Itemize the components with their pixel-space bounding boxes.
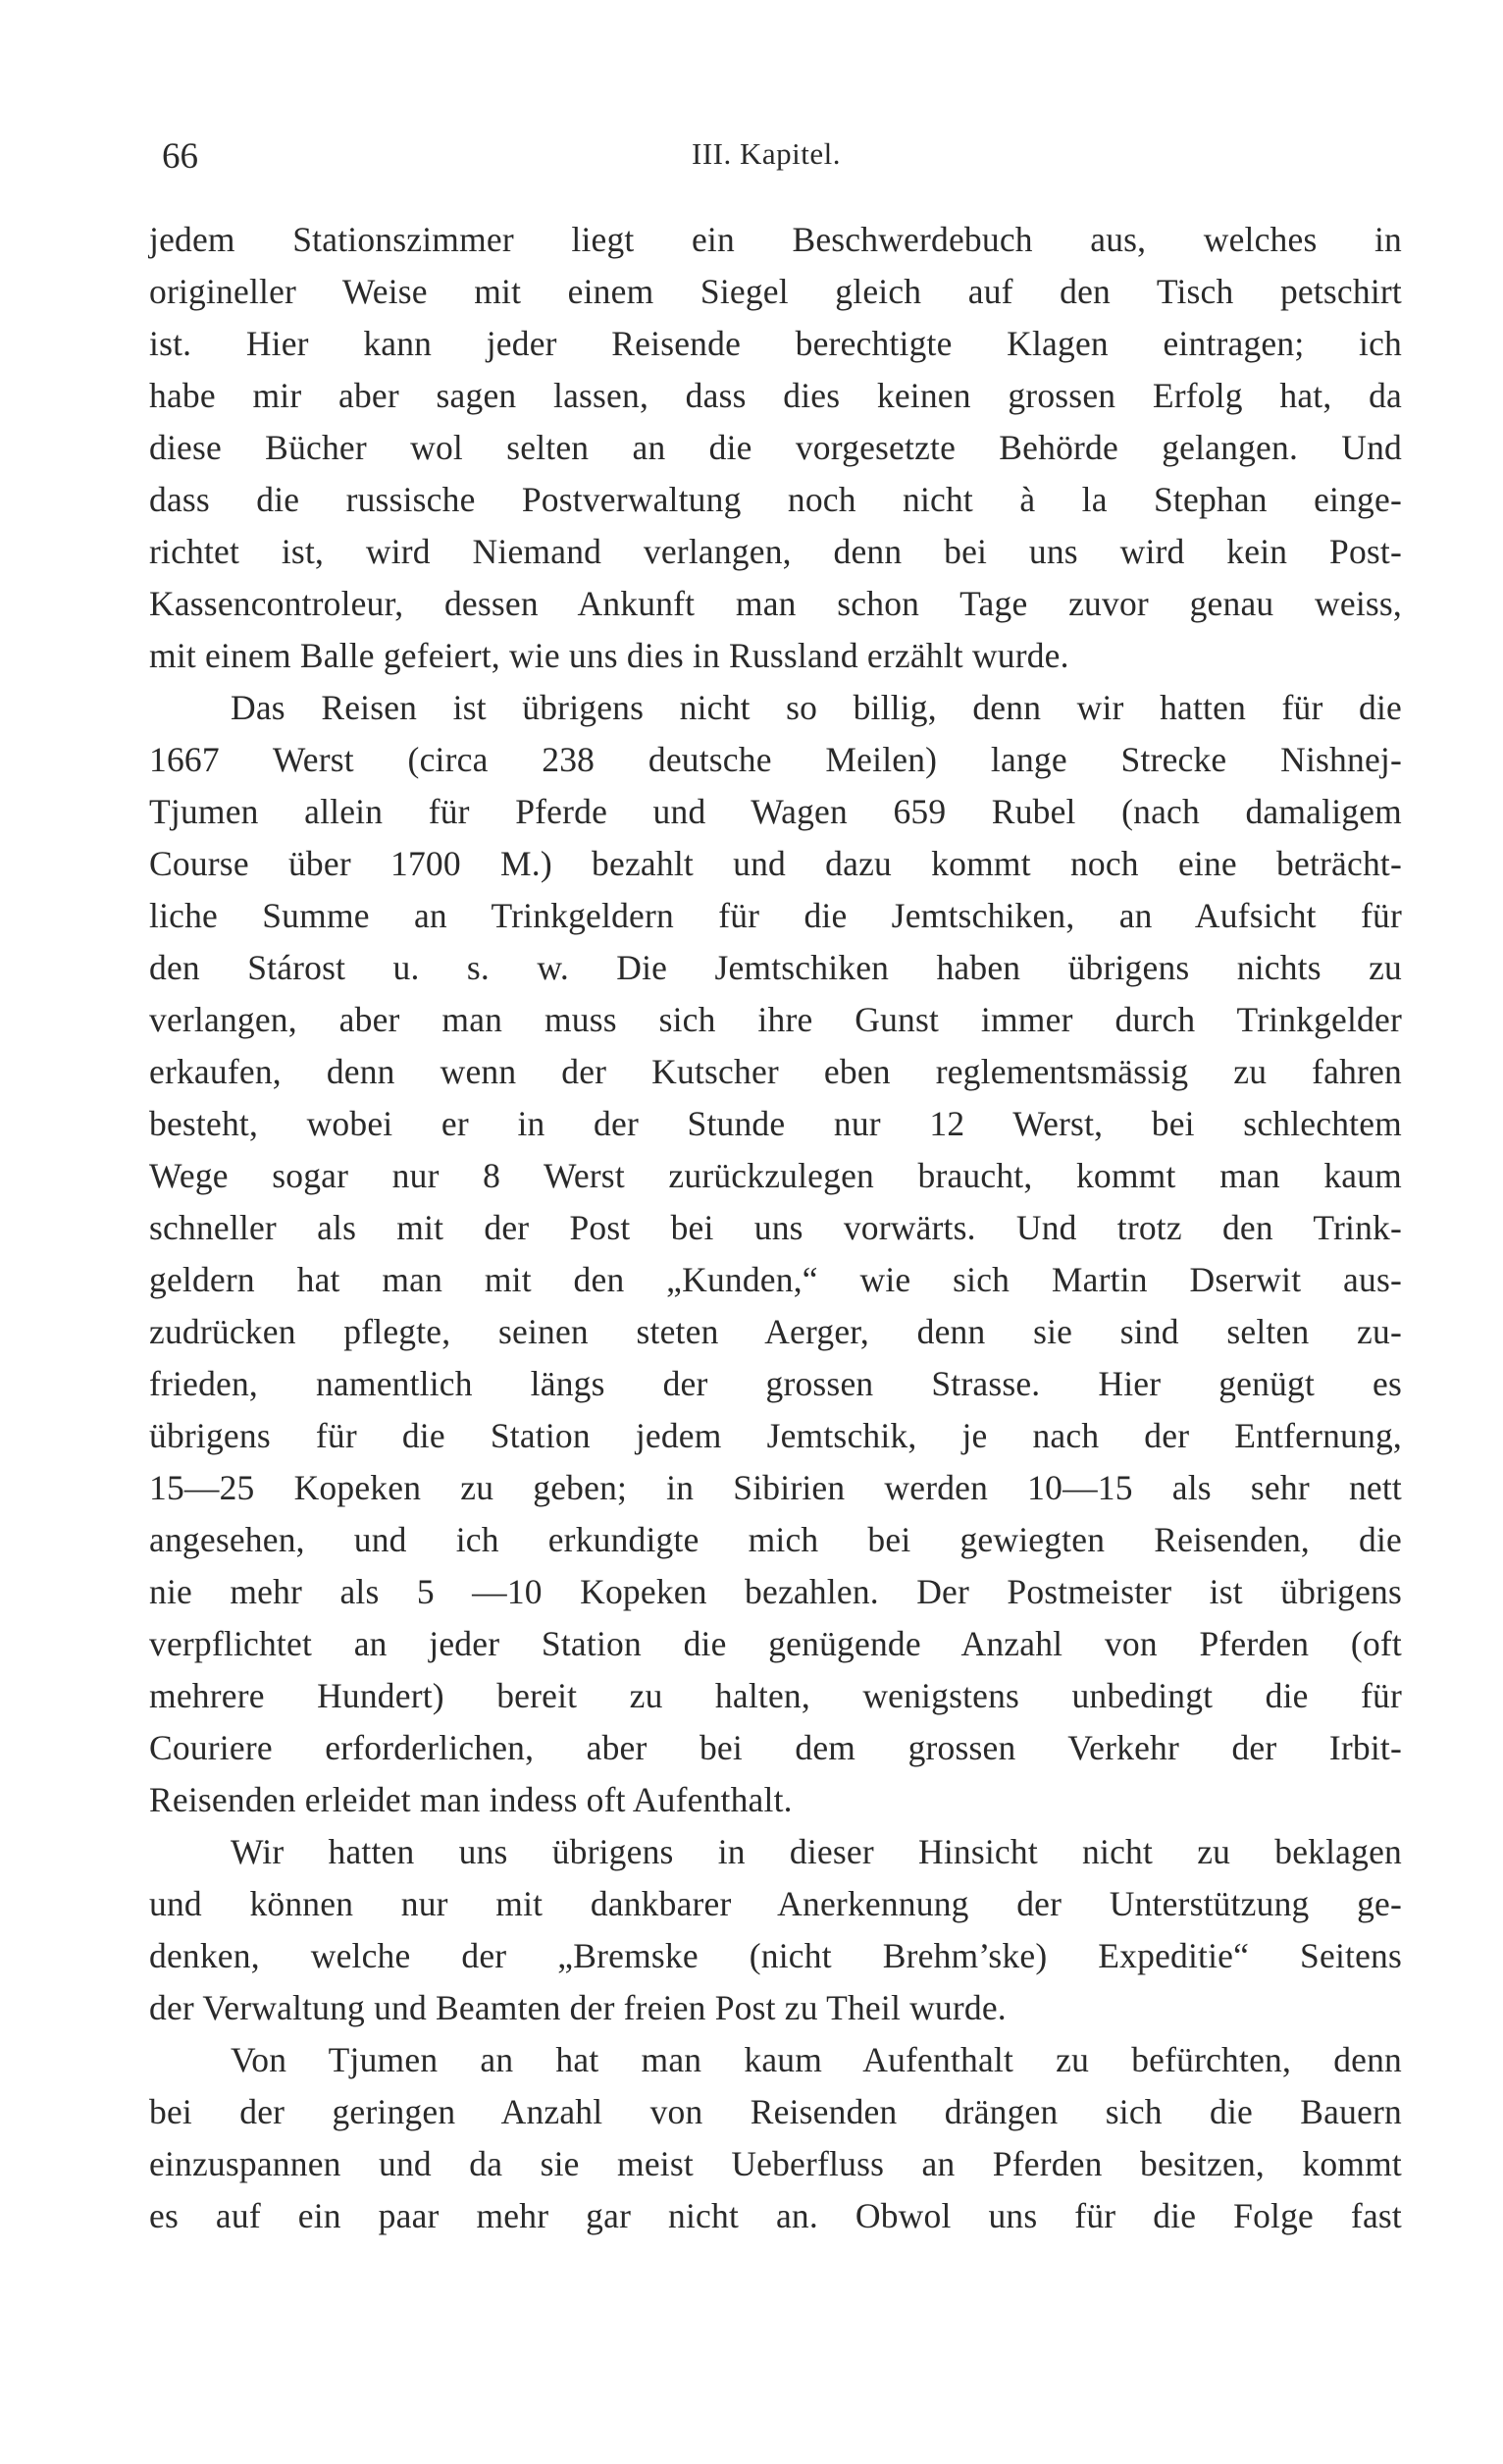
- text-line: richtet ist, wird Niemand verlangen, denn bei uns wird kein Post-: [149, 532, 1402, 571]
- text-line: Kassencontroleur, dessen Ankunft man schon Tage zuvor genau weiss,: [149, 584, 1402, 623]
- text-line: ist. Hier kann jeder Reisende berechtigte Klagen eintragen; ich: [149, 324, 1402, 363]
- text-line: 1667 Werst (circa 238 deutsche Meilen) lange Strecke Nishnej-: [149, 740, 1402, 779]
- text-line: Wege sogar nur 8 Werst zurückzulegen braucht, kommt man kaum: [149, 1156, 1402, 1195]
- text-line: verpflichtet an jeder Station die genügende Anzahl von Pferden (oft: [149, 1624, 1402, 1663]
- text-line: jedem Stationszimmer liegt ein Beschwerdebuch aus, welches in: [149, 220, 1402, 259]
- page-header: [162, 128, 1400, 186]
- text-line: 15—25 Kopeken zu geben; in Sibirien werden 10—15 als sehr nett: [149, 1468, 1402, 1507]
- paragraph-start-line: Das Reisen ist übrigens nicht so billig, denn wir hatten für die: [231, 688, 1402, 727]
- text-line: origineller Weise mit einem Siegel gleich auf den Tisch petschirt: [149, 272, 1402, 311]
- text-line: dass die russische Postverwaltung noch nicht à la Stephan einge-: [149, 480, 1402, 519]
- text-line: zudrücken pflegte, seinen steten Aerger, denn sie sind selten zu-: [149, 1312, 1402, 1351]
- text-line: Couriere erforderlichen, aber bei dem grossen Verkehr der Irbit-: [149, 1728, 1402, 1767]
- text-line: habe mir aber sagen lassen, dass dies keinen grossen Erfolg hat, da: [149, 376, 1402, 415]
- text-line: einzuspannen und da sie meist Ueberfluss an Pferden besitzen, kommt: [149, 2144, 1402, 2183]
- text-line: verlangen, aber man muss sich ihre Gunst immer durch Trinkgelder: [149, 1000, 1402, 1039]
- text-line: es auf ein paar mehr gar nicht an. Obwol uns für die Folge fast: [149, 2196, 1402, 2235]
- text-line: besteht, wobei er in der Stunde nur 12 Werst, bei schlechtem: [149, 1104, 1402, 1143]
- body-text: [149, 214, 1402, 2242]
- text-line: Reisenden erleidet man indess oft Aufenthalt.: [149, 1780, 793, 1819]
- page-number: 66: [162, 136, 198, 177]
- text-line: schneller als mit der Post bei uns vorwärts. Und trotz den Trink-: [149, 1208, 1402, 1247]
- paragraph-start-line: Wir hatten uns übrigens in dieser Hinsicht nicht zu beklagen: [231, 1832, 1402, 1871]
- text-line: diese Bücher wol selten an die vorgesetzte Behörde gelangen. Und: [149, 428, 1402, 467]
- text-line: den Stárost u. s. w. Die Jemtschiken haben übrigens nichts zu: [149, 948, 1402, 987]
- text-line: bei der geringen Anzahl von Reisenden drängen sich die Bauern: [149, 2092, 1402, 2131]
- text-line: erkaufen, denn wenn der Kutscher eben reglementsmässig zu fahren: [149, 1052, 1402, 1091]
- paragraph-start-line: Von Tjumen an hat man kaum Aufenthalt zu befürchten, denn: [231, 2040, 1402, 2079]
- text-line: liche Summe an Trinkgeldern für die Jemtschiken, an Aufsicht für: [149, 896, 1402, 935]
- text-line: mit einem Balle gefeiert, wie uns dies in Russland erzählt wurde.: [149, 636, 1069, 675]
- running-head: III. Kapitel.: [692, 136, 841, 171]
- text-line: nie mehr als 5 —10 Kopeken bezahlen. Der Postmeister ist übrigens: [149, 1572, 1402, 1611]
- text-line: Tjumen allein für Pferde und Wagen 659 Rubel (nach damaligem: [149, 792, 1402, 831]
- text-line: frieden, namentlich längs der grossen Strasse. Hier genügt es: [149, 1364, 1402, 1403]
- text-line: der Verwaltung und Beamten der freien Post zu Theil wurde.: [149, 1988, 1007, 2027]
- text-line: angesehen, und ich erkundigte mich bei gewiegten Reisenden, die: [149, 1520, 1402, 1559]
- text-line: denken, welche der „Bremske (nicht Brehm’ske) Expeditie“ Seitens: [149, 1936, 1402, 1975]
- text-line: Course über 1700 M.) bezahlt und dazu kommt noch eine beträcht-: [149, 844, 1402, 883]
- text-line: und können nur mit dankbarer Anerkennung der Unterstützung ge-: [149, 1884, 1402, 1923]
- text-line: übrigens für die Station jedem Jemtschik, je nach der Entfernung,: [149, 1416, 1402, 1455]
- text-line: mehrere Hundert) bereit zu halten, wenigstens unbedingt die für: [149, 1676, 1402, 1715]
- text-line: geldern hat man mit den „Kunden,“ wie sich Martin Dserwit aus-: [149, 1260, 1402, 1299]
